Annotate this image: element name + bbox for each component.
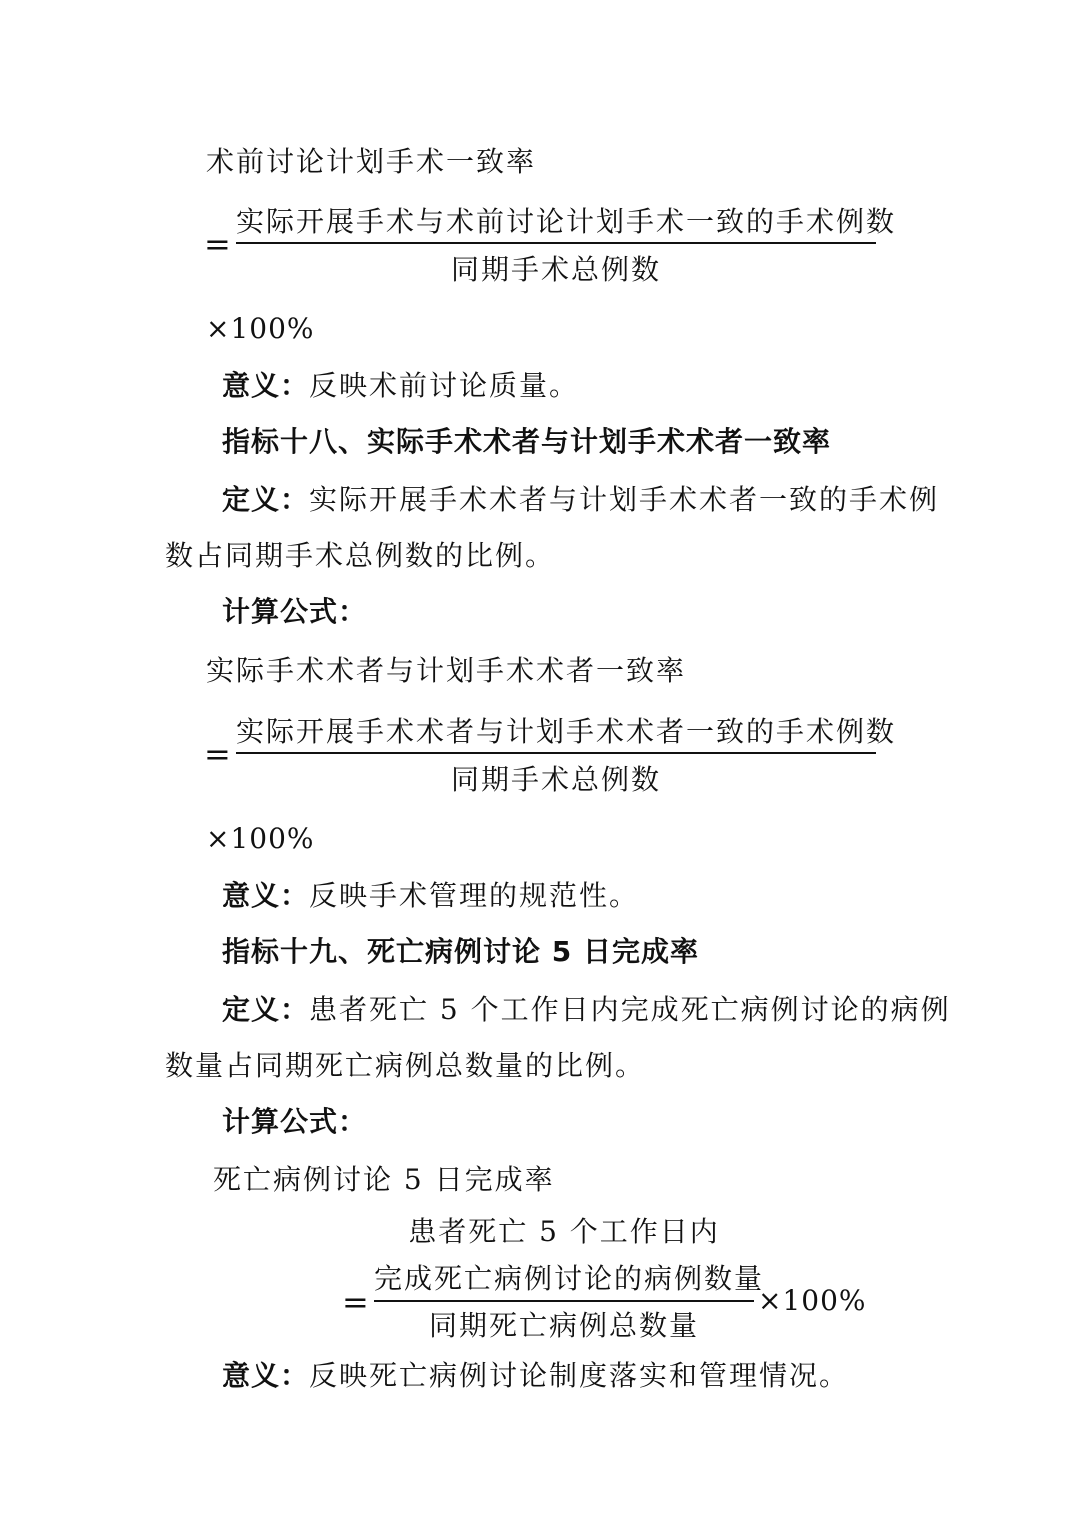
meaning-label: 意义：: [222, 369, 310, 402]
equals-sign: =: [204, 225, 231, 263]
fraction-line: [236, 242, 876, 244]
meaning-paragraph: [222, 1359, 850, 1392]
definition-paragraph: [222, 993, 951, 1026]
formula-numerator-line1: 患者死亡 5 个工作日内: [408, 1215, 720, 1248]
section-heading-indicator-18: 指标十八、实际手术术者与计划手术术者一致率: [222, 425, 832, 458]
formula-multiplier: ×100%: [206, 822, 315, 855]
definition-label: 定义：: [222, 993, 310, 1026]
meaning-text: 反映死亡病例讨论制度落实和管理情况。: [309, 1359, 850, 1392]
formula-denominator: 同期死亡病例总数量: [428, 1309, 699, 1342]
fraction-line: [374, 1300, 754, 1302]
formula-multiplier: ×100%: [758, 1284, 867, 1317]
formula-denominator: 同期手术总例数: [450, 253, 661, 286]
formula-denominator: 同期手术总例数: [450, 763, 661, 796]
equals-sign: =: [342, 1283, 369, 1321]
formula-lhs-surgeon-consistency: 实际手术术者与计划手术术者一致率: [206, 654, 687, 687]
definition-text-line1: 患者死亡 5 个工作日内完成死亡病例讨论的病例: [309, 993, 951, 1026]
equals-sign: =: [204, 735, 231, 773]
definition-paragraph: [222, 483, 940, 516]
meaning-text: 反映手术管理的规范性。: [309, 879, 640, 912]
section-heading-indicator-19: 指标十九、死亡病例讨论 5 日完成率: [222, 935, 699, 968]
formula-numerator: 实际开展手术与术前讨论计划手术一致的手术例数: [236, 205, 897, 238]
meaning-text: 反映术前讨论质量。: [309, 369, 580, 402]
formula-lhs-surgery-plan-consistency: 术前讨论计划手术一致率: [206, 145, 537, 178]
definition-label: 定义：: [222, 483, 310, 516]
definition-text-line1: 实际开展手术术者与计划手术术者一致的手术例: [309, 483, 940, 516]
formula-label: 计算公式：: [222, 1105, 368, 1138]
meaning-label: 意义：: [222, 1359, 310, 1392]
fraction-line: [236, 752, 876, 754]
formula-numerator: 实际开展手术术者与计划手术术者一致的手术例数: [236, 715, 897, 748]
definition-text-line2: 数占同期手术总例数的比例。: [165, 539, 556, 572]
meaning-label: 意义：: [222, 879, 310, 912]
formula-numerator-line2: 完成死亡病例讨论的病例数量: [374, 1262, 765, 1295]
formula-multiplier: ×100%: [206, 312, 315, 345]
definition-text-line2: 数量占同期死亡病例总数量的比例。: [165, 1049, 646, 1082]
meaning-paragraph: [222, 879, 640, 912]
formula-lhs-death-case-discussion: 死亡病例讨论 5 日完成率: [213, 1163, 555, 1196]
meaning-paragraph: [222, 369, 580, 402]
formula-label: 计算公式：: [222, 595, 368, 628]
